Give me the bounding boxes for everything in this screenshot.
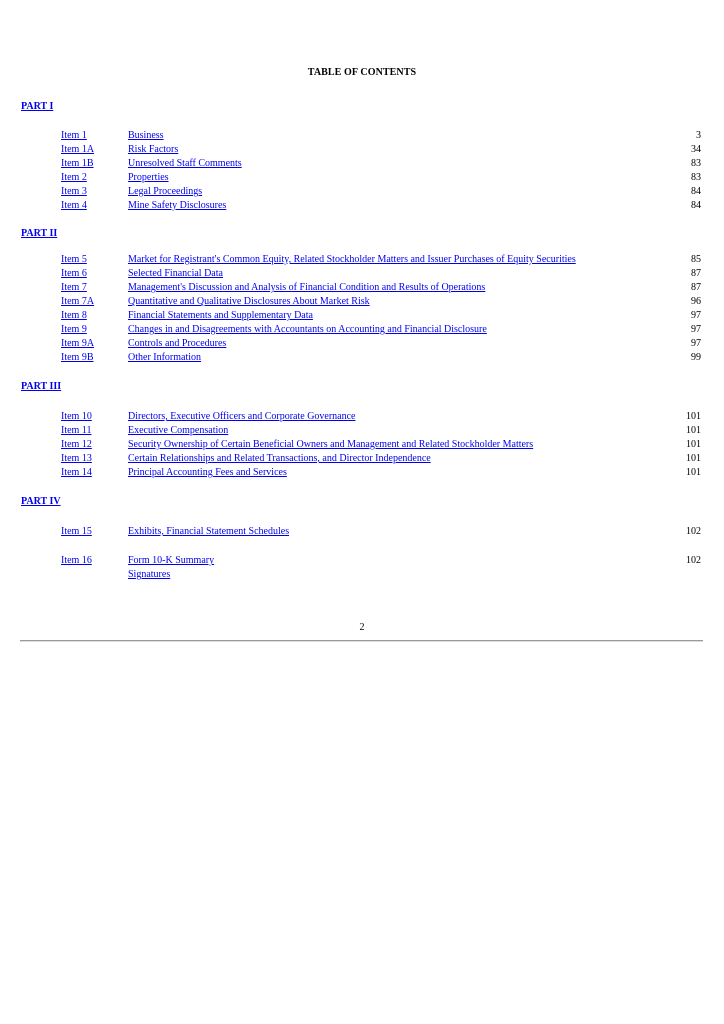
page-number: 101 — [686, 439, 701, 450]
item-title-link[interactable]: Principal Accounting Fees and Services — [128, 467, 287, 478]
page-number: 101 — [686, 467, 701, 478]
item-link[interactable]: Item 1B — [61, 158, 94, 169]
item-link[interactable]: Item 12 — [61, 439, 92, 450]
item-link[interactable]: Item 14 — [61, 467, 92, 478]
item-title-link[interactable]: Management's Discussion and Analysis of Financial Condition and Results of Operations — [128, 282, 486, 293]
item-title-link[interactable]: Quantitative and Qualitative Disclosures About Market Risk — [128, 296, 370, 307]
page-number: 96 — [691, 296, 701, 307]
page-number: 85 — [691, 254, 701, 265]
item-title-link[interactable]: Security Ownership of Certain Beneficial Owners and Management and Related Stockholder Matters — [128, 439, 534, 450]
toc-row — [0, 466, 724, 480]
toc-row — [0, 452, 724, 466]
item-link[interactable]: Item 1 — [61, 130, 87, 141]
page-number: 83 — [691, 158, 701, 169]
item-title-link[interactable]: Unresolved Staff Comments — [128, 158, 242, 169]
item-link[interactable]: Item 10 — [61, 411, 92, 422]
item-title-link[interactable]: Financial Statements and Supplementary Data — [128, 310, 313, 321]
page-number: 97 — [691, 338, 701, 349]
item-link[interactable]: Item 9A — [61, 338, 95, 349]
part-heading[interactable] — [21, 101, 53, 112]
part-heading[interactable] — [21, 496, 61, 507]
item-link[interactable]: Item 4 — [61, 200, 87, 211]
toc-row — [0, 157, 724, 171]
toc-row — [0, 171, 724, 185]
item-link[interactable]: Item 9B — [61, 352, 94, 363]
toc-row — [0, 267, 724, 281]
page-title: TABLE OF CONTENTS — [307, 67, 417, 78]
toc-row — [0, 199, 724, 213]
item-title-link[interactable]: Executive Compensation — [128, 425, 229, 436]
item-title-link[interactable]: Market for Registrant's Common Equity, Related Stockholder Matters and Issuer Purchases of Equity Securities — [128, 254, 576, 265]
page-number: 97 — [691, 310, 701, 321]
toc-row — [0, 525, 724, 539]
item-link[interactable]: Item 15 — [61, 526, 92, 537]
toc-row — [0, 424, 724, 438]
part-heading[interactable] — [21, 228, 57, 239]
item-link[interactable]: Item 1A — [61, 144, 95, 155]
toc-row — [0, 281, 724, 295]
item-title-link[interactable]: Certain Relationships and Related Transactions, and Director Independence — [128, 453, 431, 464]
page-number: 101 — [686, 453, 701, 464]
signatures-link[interactable]: Signatures — [128, 569, 171, 580]
page-number: 101 — [686, 425, 701, 436]
page-divider — [20, 640, 703, 642]
part-link-ii[interactable]: PART II — [21, 228, 58, 239]
page-number: 34 — [691, 144, 701, 155]
part-link-i[interactable]: PART I — [21, 101, 54, 112]
item-link[interactable]: Item 11 — [61, 425, 92, 436]
item-title-link[interactable]: Exhibits, Financial Statement Schedules — [128, 526, 290, 537]
toc-row — [0, 337, 724, 351]
page-number: 87 — [691, 268, 701, 279]
toc-row — [0, 438, 724, 452]
page-number: 84 — [691, 186, 701, 197]
item-title-link[interactable]: Business — [128, 130, 164, 141]
toc-row — [0, 554, 724, 568]
item-link[interactable]: Item 3 — [61, 186, 87, 197]
item-title-link[interactable]: Directors, Executive Officers and Corporate Governance — [128, 411, 356, 422]
item-title-link[interactable]: Risk Factors — [128, 144, 179, 155]
toc-row — [0, 129, 724, 143]
item-link[interactable]: Item 7A — [61, 296, 95, 307]
page-number: 101 — [686, 411, 701, 422]
part-link-iv[interactable]: PART IV — [21, 496, 61, 507]
item-title-link[interactable]: Selected Financial Data — [128, 268, 223, 279]
item-link[interactable]: Item 2 — [61, 172, 87, 183]
page-number: 83 — [691, 172, 701, 183]
page-number: 102 — [686, 526, 701, 537]
item-link[interactable]: Item 5 — [61, 254, 87, 265]
item-title-link[interactable]: Other Information — [128, 352, 202, 363]
item-link[interactable]: Item 6 — [61, 268, 87, 279]
toc-row — [0, 410, 724, 424]
toc-row — [0, 253, 724, 267]
page-number: 99 — [691, 352, 701, 363]
toc-row — [0, 323, 724, 337]
item-title-link[interactable]: Form 10-K Summary — [128, 555, 215, 566]
page-number: 102 — [686, 555, 701, 566]
toc-row — [0, 143, 724, 157]
toc-row — [0, 309, 724, 323]
page-number: 87 — [691, 282, 701, 293]
item-title-link[interactable]: Mine Safety Disclosures — [128, 200, 227, 211]
toc-row — [0, 185, 724, 199]
page-number: 3 — [696, 130, 701, 141]
toc-row — [0, 295, 724, 309]
part-heading[interactable] — [21, 381, 61, 392]
item-title-link[interactable]: Properties — [128, 172, 169, 183]
item-title-link[interactable]: Legal Proceedings — [128, 186, 203, 197]
item-title-link[interactable]: Controls and Procedures — [128, 338, 227, 349]
toc-row — [0, 568, 724, 582]
item-title-link[interactable]: Changes in and Disagreements with Accountants on Accounting and Financial Disclosure — [128, 324, 487, 335]
item-link[interactable]: Item 16 — [61, 555, 92, 566]
item-link[interactable]: Item 13 — [61, 453, 92, 464]
item-link[interactable]: Item 7 — [61, 282, 87, 293]
page-number: 84 — [691, 200, 701, 211]
part-link-iii[interactable]: PART III — [21, 381, 62, 392]
page-number: 97 — [691, 324, 701, 335]
item-link[interactable]: Item 8 — [61, 310, 87, 321]
toc-row — [0, 351, 724, 365]
page-footer-number: 2 — [359, 622, 365, 633]
item-link[interactable]: Item 9 — [61, 324, 87, 335]
